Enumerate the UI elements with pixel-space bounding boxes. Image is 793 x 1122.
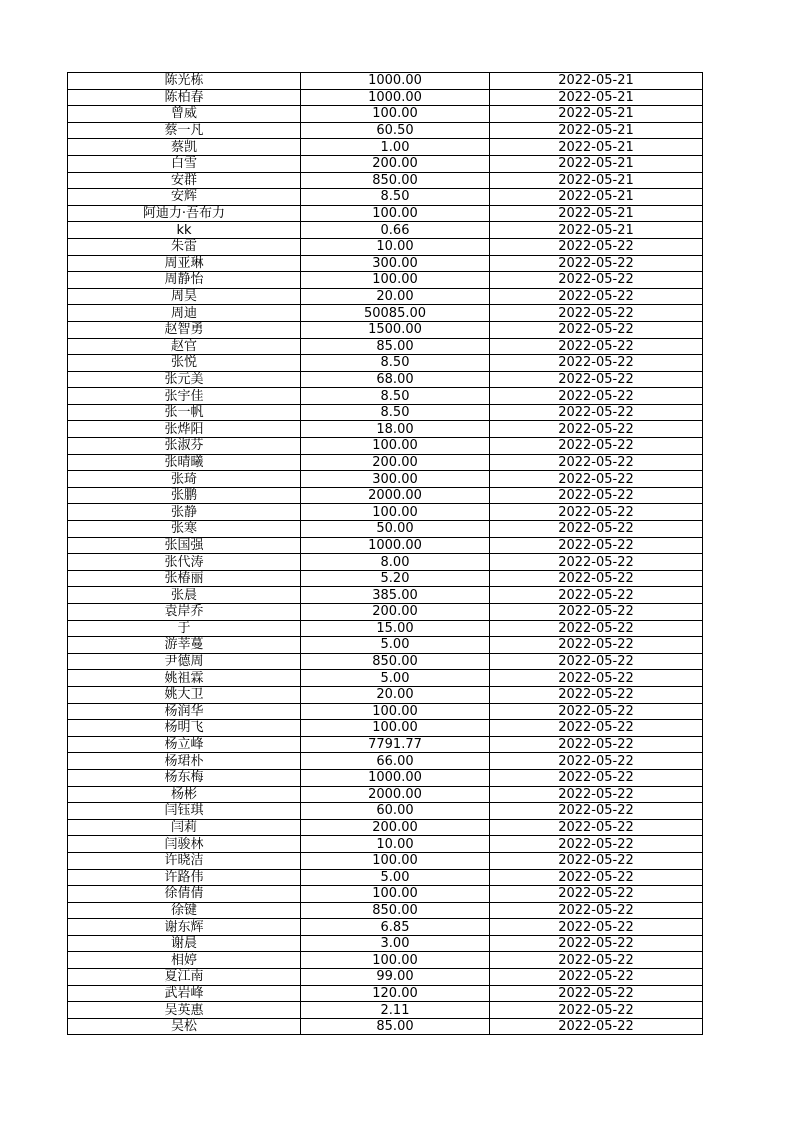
amount-cell: 3.00 bbox=[301, 935, 490, 952]
amount-cell: 1000.00 bbox=[301, 73, 490, 90]
amount-cell: 1.00 bbox=[301, 139, 490, 156]
amount-cell: 5.00 bbox=[301, 670, 490, 687]
table-row bbox=[68, 255, 703, 272]
name-cell: 吴松 bbox=[68, 1018, 301, 1035]
table-row bbox=[68, 902, 703, 919]
table-row bbox=[68, 587, 703, 604]
date-cell: 2022-05-22 bbox=[490, 338, 703, 355]
date-cell: 2022-05-22 bbox=[490, 487, 703, 504]
date-cell: 2022-05-22 bbox=[490, 355, 703, 372]
name-cell: 杨明飞 bbox=[68, 720, 301, 737]
amount-cell: 200.00 bbox=[301, 819, 490, 836]
date-cell: 2022-05-22 bbox=[490, 255, 703, 272]
amount-cell: 7791.77 bbox=[301, 736, 490, 753]
name-cell: 姚祖霖 bbox=[68, 670, 301, 687]
date-cell: 2022-05-21 bbox=[490, 222, 703, 239]
name-cell: 夏江南 bbox=[68, 969, 301, 986]
date-cell: 2022-05-22 bbox=[490, 570, 703, 587]
name-cell: 游莘蔓 bbox=[68, 637, 301, 654]
amount-cell: 850.00 bbox=[301, 172, 490, 189]
table-row bbox=[68, 736, 703, 753]
name-cell: 尹德周 bbox=[68, 653, 301, 670]
name-cell: 蔡凯 bbox=[68, 139, 301, 156]
date-cell: 2022-05-22 bbox=[490, 388, 703, 405]
date-cell: 2022-05-22 bbox=[490, 404, 703, 421]
table-row bbox=[68, 155, 703, 172]
amount-cell: 85.00 bbox=[301, 338, 490, 355]
date-cell: 2022-05-22 bbox=[490, 537, 703, 554]
name-cell: 闫骏林 bbox=[68, 836, 301, 853]
amount-cell: 60.50 bbox=[301, 122, 490, 139]
table-row bbox=[68, 819, 703, 836]
name-cell: 张一帆 bbox=[68, 404, 301, 421]
table-row bbox=[68, 454, 703, 471]
name-cell: 于 bbox=[68, 620, 301, 637]
name-cell: 阿迪力·吾布力 bbox=[68, 205, 301, 222]
name-cell: 张琦 bbox=[68, 471, 301, 488]
date-cell: 2022-05-22 bbox=[490, 670, 703, 687]
table-row bbox=[68, 487, 703, 504]
name-cell: 张鹏 bbox=[68, 487, 301, 504]
table-row bbox=[68, 554, 703, 571]
date-cell: 2022-05-21 bbox=[490, 155, 703, 172]
table-row bbox=[68, 537, 703, 554]
table-row bbox=[68, 355, 703, 372]
date-cell: 2022-05-22 bbox=[490, 321, 703, 338]
amount-cell: 850.00 bbox=[301, 653, 490, 670]
table-row bbox=[68, 653, 703, 670]
amount-cell: 18.00 bbox=[301, 421, 490, 438]
table-row bbox=[68, 786, 703, 803]
date-cell: 2022-05-21 bbox=[490, 139, 703, 156]
amount-cell: 100.00 bbox=[301, 720, 490, 737]
name-cell: 姚大卫 bbox=[68, 686, 301, 703]
name-cell: 周昊 bbox=[68, 288, 301, 305]
amount-cell: 20.00 bbox=[301, 686, 490, 703]
date-cell: 2022-05-22 bbox=[490, 769, 703, 786]
table-row bbox=[68, 404, 703, 421]
name-cell: 周静怡 bbox=[68, 272, 301, 289]
date-cell: 2022-05-21 bbox=[490, 122, 703, 139]
name-cell: kk bbox=[68, 222, 301, 239]
table-row bbox=[68, 1018, 703, 1035]
amount-cell: 5.00 bbox=[301, 869, 490, 886]
table-row bbox=[68, 1002, 703, 1019]
amount-cell: 100.00 bbox=[301, 438, 490, 455]
name-cell: 曾威 bbox=[68, 106, 301, 123]
amount-cell: 100.00 bbox=[301, 703, 490, 720]
date-cell: 2022-05-21 bbox=[490, 172, 703, 189]
date-cell: 2022-05-22 bbox=[490, 952, 703, 969]
name-cell: 蔡一凡 bbox=[68, 122, 301, 139]
table-row bbox=[68, 919, 703, 936]
amount-cell: 50.00 bbox=[301, 521, 490, 538]
table-row bbox=[68, 106, 703, 123]
name-cell: 许晓洁 bbox=[68, 852, 301, 869]
amount-cell: 8.50 bbox=[301, 189, 490, 206]
table-row bbox=[68, 338, 703, 355]
table-row bbox=[68, 288, 703, 305]
date-cell: 2022-05-21 bbox=[490, 189, 703, 206]
name-cell: 杨珺朴 bbox=[68, 753, 301, 770]
table-row bbox=[68, 388, 703, 405]
date-cell: 2022-05-22 bbox=[490, 554, 703, 571]
date-cell: 2022-05-22 bbox=[490, 736, 703, 753]
amount-cell: 5.20 bbox=[301, 570, 490, 587]
amount-cell: 50085.00 bbox=[301, 305, 490, 322]
table-row bbox=[68, 321, 703, 338]
date-cell: 2022-05-22 bbox=[490, 272, 703, 289]
table-row bbox=[68, 222, 703, 239]
date-cell: 2022-05-22 bbox=[490, 919, 703, 936]
name-cell: 张国强 bbox=[68, 537, 301, 554]
date-cell: 2022-05-22 bbox=[490, 305, 703, 322]
amount-cell: 85.00 bbox=[301, 1018, 490, 1035]
name-cell: 白雪 bbox=[68, 155, 301, 172]
date-cell: 2022-05-22 bbox=[490, 786, 703, 803]
table-body bbox=[68, 73, 703, 1035]
date-cell: 2022-05-22 bbox=[490, 935, 703, 952]
amount-cell: 8.00 bbox=[301, 554, 490, 571]
name-cell: 陈光栋 bbox=[68, 73, 301, 90]
amount-cell: 100.00 bbox=[301, 272, 490, 289]
date-cell: 2022-05-22 bbox=[490, 238, 703, 255]
amount-cell: 8.50 bbox=[301, 388, 490, 405]
name-cell: 杨润华 bbox=[68, 703, 301, 720]
date-cell: 2022-05-22 bbox=[490, 587, 703, 604]
name-cell: 张代涛 bbox=[68, 554, 301, 571]
amount-cell: 300.00 bbox=[301, 255, 490, 272]
amount-cell: 15.00 bbox=[301, 620, 490, 637]
amount-cell: 99.00 bbox=[301, 969, 490, 986]
amount-cell: 200.00 bbox=[301, 155, 490, 172]
amount-cell: 5.00 bbox=[301, 637, 490, 654]
table-row bbox=[68, 272, 703, 289]
date-cell: 2022-05-22 bbox=[490, 703, 703, 720]
date-cell: 2022-05-22 bbox=[490, 803, 703, 820]
amount-cell: 20.00 bbox=[301, 288, 490, 305]
table-row bbox=[68, 637, 703, 654]
table-row bbox=[68, 803, 703, 820]
date-cell: 2022-05-22 bbox=[490, 504, 703, 521]
table-row bbox=[68, 189, 703, 206]
table-row bbox=[68, 852, 703, 869]
name-cell: 张悦 bbox=[68, 355, 301, 372]
table-row bbox=[68, 836, 703, 853]
name-cell: 安辉 bbox=[68, 189, 301, 206]
amount-cell: 68.00 bbox=[301, 371, 490, 388]
name-cell: 徐键 bbox=[68, 902, 301, 919]
date-cell: 2022-05-21 bbox=[490, 205, 703, 222]
date-cell: 2022-05-22 bbox=[490, 288, 703, 305]
date-cell: 2022-05-21 bbox=[490, 106, 703, 123]
date-cell: 2022-05-22 bbox=[490, 753, 703, 770]
amount-cell: 100.00 bbox=[301, 106, 490, 123]
amount-cell: 66.00 bbox=[301, 753, 490, 770]
date-cell: 2022-05-22 bbox=[490, 1018, 703, 1035]
date-cell: 2022-05-22 bbox=[490, 454, 703, 471]
amount-cell: 60.00 bbox=[301, 803, 490, 820]
amount-cell: 2000.00 bbox=[301, 487, 490, 504]
amount-cell: 385.00 bbox=[301, 587, 490, 604]
date-cell: 2022-05-22 bbox=[490, 604, 703, 621]
table-row bbox=[68, 172, 703, 189]
name-cell: 张晨 bbox=[68, 587, 301, 604]
amount-cell: 300.00 bbox=[301, 471, 490, 488]
amount-cell: 8.50 bbox=[301, 355, 490, 372]
date-cell: 2022-05-22 bbox=[490, 886, 703, 903]
name-cell: 杨立峰 bbox=[68, 736, 301, 753]
name-cell: 相婷 bbox=[68, 952, 301, 969]
table-row bbox=[68, 604, 703, 621]
table-row bbox=[68, 305, 703, 322]
amount-cell: 850.00 bbox=[301, 902, 490, 919]
date-cell: 2022-05-22 bbox=[490, 521, 703, 538]
date-cell: 2022-05-22 bbox=[490, 869, 703, 886]
date-cell: 2022-05-22 bbox=[490, 471, 703, 488]
name-cell: 周亚琳 bbox=[68, 255, 301, 272]
amount-cell: 6.85 bbox=[301, 919, 490, 936]
amount-cell: 100.00 bbox=[301, 504, 490, 521]
name-cell: 谢东辉 bbox=[68, 919, 301, 936]
table-row bbox=[68, 521, 703, 538]
amount-cell: 8.50 bbox=[301, 404, 490, 421]
date-cell: 2022-05-22 bbox=[490, 836, 703, 853]
table-row bbox=[68, 985, 703, 1002]
amount-cell: 120.00 bbox=[301, 985, 490, 1002]
table-row bbox=[68, 753, 703, 770]
table-row bbox=[68, 769, 703, 786]
date-cell: 2022-05-22 bbox=[490, 819, 703, 836]
date-cell: 2022-05-22 bbox=[490, 421, 703, 438]
table-row bbox=[68, 89, 703, 106]
name-cell: 杨东梅 bbox=[68, 769, 301, 786]
table-row bbox=[68, 122, 703, 139]
name-cell: 陈柏春 bbox=[68, 89, 301, 106]
table-row bbox=[68, 139, 703, 156]
name-cell: 闫莉 bbox=[68, 819, 301, 836]
amount-cell: 10.00 bbox=[301, 836, 490, 853]
date-cell: 2022-05-22 bbox=[490, 653, 703, 670]
name-cell: 张静 bbox=[68, 504, 301, 521]
date-cell: 2022-05-22 bbox=[490, 620, 703, 637]
name-cell: 吴英惠 bbox=[68, 1002, 301, 1019]
amount-cell: 100.00 bbox=[301, 205, 490, 222]
amount-cell: 200.00 bbox=[301, 604, 490, 621]
date-cell: 2022-05-22 bbox=[490, 852, 703, 869]
table-row bbox=[68, 703, 703, 720]
name-cell: 安群 bbox=[68, 172, 301, 189]
date-cell: 2022-05-21 bbox=[490, 89, 703, 106]
name-cell: 谢晨 bbox=[68, 935, 301, 952]
name-cell: 张晴曦 bbox=[68, 454, 301, 471]
amount-cell: 1500.00 bbox=[301, 321, 490, 338]
name-cell: 赵智勇 bbox=[68, 321, 301, 338]
date-cell: 2022-05-22 bbox=[490, 1002, 703, 1019]
amount-cell: 0.66 bbox=[301, 222, 490, 239]
amount-cell: 1000.00 bbox=[301, 537, 490, 554]
name-cell: 赵官 bbox=[68, 338, 301, 355]
date-cell: 2022-05-22 bbox=[490, 438, 703, 455]
table-row bbox=[68, 686, 703, 703]
date-cell: 2022-05-22 bbox=[490, 371, 703, 388]
table-row bbox=[68, 371, 703, 388]
name-cell: 闫钰琪 bbox=[68, 803, 301, 820]
table-row bbox=[68, 438, 703, 455]
table-row bbox=[68, 720, 703, 737]
amount-cell: 2.11 bbox=[301, 1002, 490, 1019]
table-row bbox=[68, 935, 703, 952]
name-cell: 朱雷 bbox=[68, 238, 301, 255]
name-cell: 许路伟 bbox=[68, 869, 301, 886]
date-cell: 2022-05-22 bbox=[490, 686, 703, 703]
date-cell: 2022-05-22 bbox=[490, 637, 703, 654]
table-row bbox=[68, 952, 703, 969]
table-row bbox=[68, 570, 703, 587]
date-cell: 2022-05-22 bbox=[490, 902, 703, 919]
amount-cell: 1000.00 bbox=[301, 769, 490, 786]
name-cell: 张烨阳 bbox=[68, 421, 301, 438]
name-cell: 杨彬 bbox=[68, 786, 301, 803]
name-cell: 张寒 bbox=[68, 521, 301, 538]
table-row bbox=[68, 886, 703, 903]
name-cell: 周迪 bbox=[68, 305, 301, 322]
table-row bbox=[68, 471, 703, 488]
table-row bbox=[68, 73, 703, 90]
table-row bbox=[68, 504, 703, 521]
table-row bbox=[68, 205, 703, 222]
date-cell: 2022-05-22 bbox=[490, 720, 703, 737]
amount-cell: 200.00 bbox=[301, 454, 490, 471]
name-cell: 张椿丽 bbox=[68, 570, 301, 587]
date-cell: 2022-05-22 bbox=[490, 985, 703, 1002]
table-row bbox=[68, 969, 703, 986]
table-row bbox=[68, 670, 703, 687]
name-cell: 张淑芬 bbox=[68, 438, 301, 455]
amount-cell: 1000.00 bbox=[301, 89, 490, 106]
table-row bbox=[68, 869, 703, 886]
table-row bbox=[68, 421, 703, 438]
amount-cell: 100.00 bbox=[301, 852, 490, 869]
name-cell: 武岩峰 bbox=[68, 985, 301, 1002]
amount-cell: 2000.00 bbox=[301, 786, 490, 803]
table-row bbox=[68, 238, 703, 255]
donation-table bbox=[67, 72, 703, 1035]
amount-cell: 100.00 bbox=[301, 886, 490, 903]
table-row bbox=[68, 620, 703, 637]
amount-cell: 100.00 bbox=[301, 952, 490, 969]
name-cell: 张元美 bbox=[68, 371, 301, 388]
date-cell: 2022-05-21 bbox=[490, 73, 703, 90]
date-cell: 2022-05-22 bbox=[490, 969, 703, 986]
name-cell: 袁岸乔 bbox=[68, 604, 301, 621]
name-cell: 徐倩倩 bbox=[68, 886, 301, 903]
name-cell: 张宇佳 bbox=[68, 388, 301, 405]
amount-cell: 10.00 bbox=[301, 238, 490, 255]
